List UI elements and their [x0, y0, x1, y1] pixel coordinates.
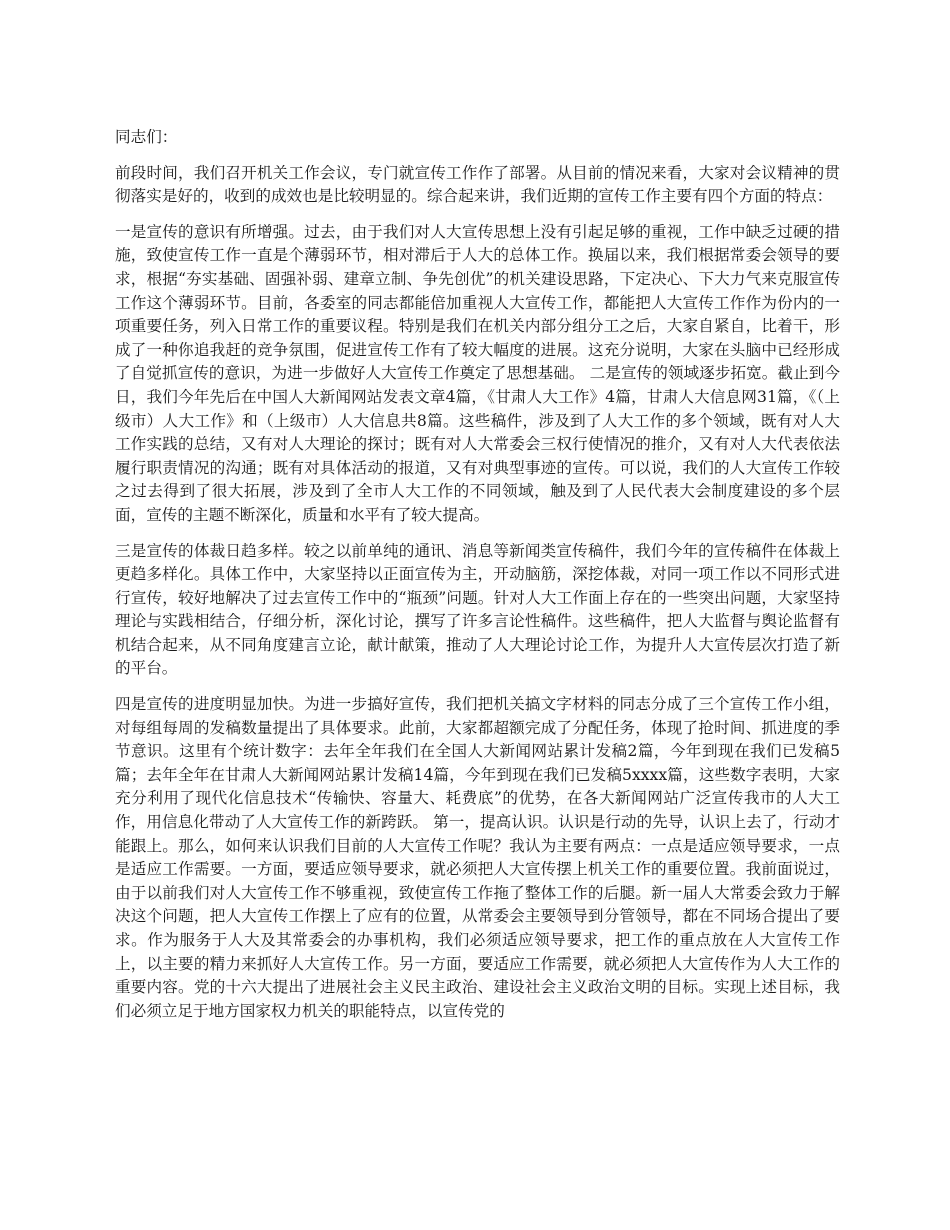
paragraph-point-one-two: 一是宣传的意识有所增强。过去，由于我们对人大宣传思想上没有引起足够的重视，工作中缺乏过硬的措施，致使宣传工作一直是个薄弱环节，相对滞后于人大的总体工作。换届以来，我们根据常委会领导的要求，根据“夯实基础、固强补弱、建章立制、争先创优”的机关建设思路，下定决心、下大力气来克服宣传工作这个薄弱环节。目前，各委室的同志都能倍加重视人大宣传工作，都能把人大宣传工作作为份内的一项重要任务，列入日常工作的重要议程。特别是我们在机关内部分组分工之后，大家自紧自，比着干，形成了一种你追我赶的竞争氛围，促进宣传工作有了较大幅度的进展。这充分说明，大家在头脑中已经形成了自觉抓宣传的意识，为进一步做好人大宣传工作奠定了思想基础。 二是宣传的领域逐步拓宽。截止到今日，我们今年先后在中国人大新闻网站发表文章4篇，《甘肃人大工作》4篇，甘肃人大信息网31篇，《（上级市）人大工作》和（上级市）人大信息共8篇。这些稿件，涉及到了人大工作的多个领域，既有对人大工作实践的总结，又有对人大理论的探讨；既有对人大常委会三权行使情况的推介，又有对人大代表依法履行职责情况的沟通；既有对具体活动的报道，又有对典型事迹的宣传。可以说，我们的人大宣传工作较之过去得到了很大拓展，涉及到了全市人大工作的不同领域，触及到了人民代表大会制度建设的多个层面，宣传的主题不断深化，质量和水平有了较大提高。 — [115, 222, 840, 524]
paragraph-point-four: 四是宣传的进度明显加快。为进一步搞好宣传，我们把机关搞文字材料的同志分成了三个宣传工作小组，对每组每周的发稿数量提出了具体要求。此前，大家都超额完成了分配任务，体现了抢时间、抓进度的季节意识。这里有个统计数字：去年全年我们在全国人大新闻网站累计发稿2篇，今年到现在我们已发稿5篇；去年全年在甘肃人大新闻网站累计发稿14篇，今年到现在我们已发稿5xxxx篇，这些数字表明，大家充分利用了现代化信息技术“传输快、容量大、耗费底”的优势，在各大新闻网站广泛宣传我市的人大工作，用信息化带动了人大宣传工作的新跨跃。 第一，提高认识。认识是行动的先导，认识上去了，行动才能跟上。那么，如何来认识我们目前的人大宣传工作呢？我认为主要有两点：一点是适应领导要求，一点是适应工作需要。一方面，要适应领导要求，就必须把人大宣传摆上机关工作的重要位置。我前面说过，由于以前我们对人大宣传工作不够重视，致使宣传工作拖了整体工作的后腿。新一届人大常委会致力于解决这个问题，把人大宣传工作摆上了应有的位置，从常委会主要领导到分管领导，都在不同场合提出了要求。作为服务于人大及其常委会的办事机构，我们必须适应领导要求，把工作的重点放在人大宣传工作上，以主要的精力来抓好人大宣传工作。另一方面，要适应工作需要，就必须把人大宣传作为人大工作的重要内容。党的十六大提出了进展社会主义民主政治、建设社会主义政治文明的目标。实现上述目标，我们必须立足于地方国家权力机关的职能特点，以宣传党的 — [115, 695, 840, 1020]
document-body — [115, 126, 840, 1035]
paragraph-intro: 前段时间，我们召开机关工作会议，专门就宣传工作作了部署。从目前的情况来看，大家对会议精神的贯彻落实是好的，收到的成效也是比较明显的。综合起来讲，我们近期的宣传工作主要有四个方面的特点： — [115, 163, 840, 206]
paragraph-point-three: 三是宣传的体裁日趋多样。较之以前单纯的通讯、消息等新闻类宣传稿件，我们今年的宣传稿件在体裁上更趋多样化。具体工作中，大家坚持以正面宣传为主，开动脑筋，深挖体裁，对同一项工作以不同形式进行宣传，较好地解决了过去宣传工作中的“瓶颈”问题。针对人大工作面上存在的一些突出问题，大家坚持理论与实践相结合，仔细分析，深化讨论，撰写了许多言论性稿件。这些稿件，把人大监督与舆论监督有机结合起来，从不同角度建言立论，献计献策，推动了人大理论讨论工作，为提升人大宣传层次打造了新的平台。 — [115, 541, 840, 678]
salutation: 同志们： — [115, 128, 178, 146]
